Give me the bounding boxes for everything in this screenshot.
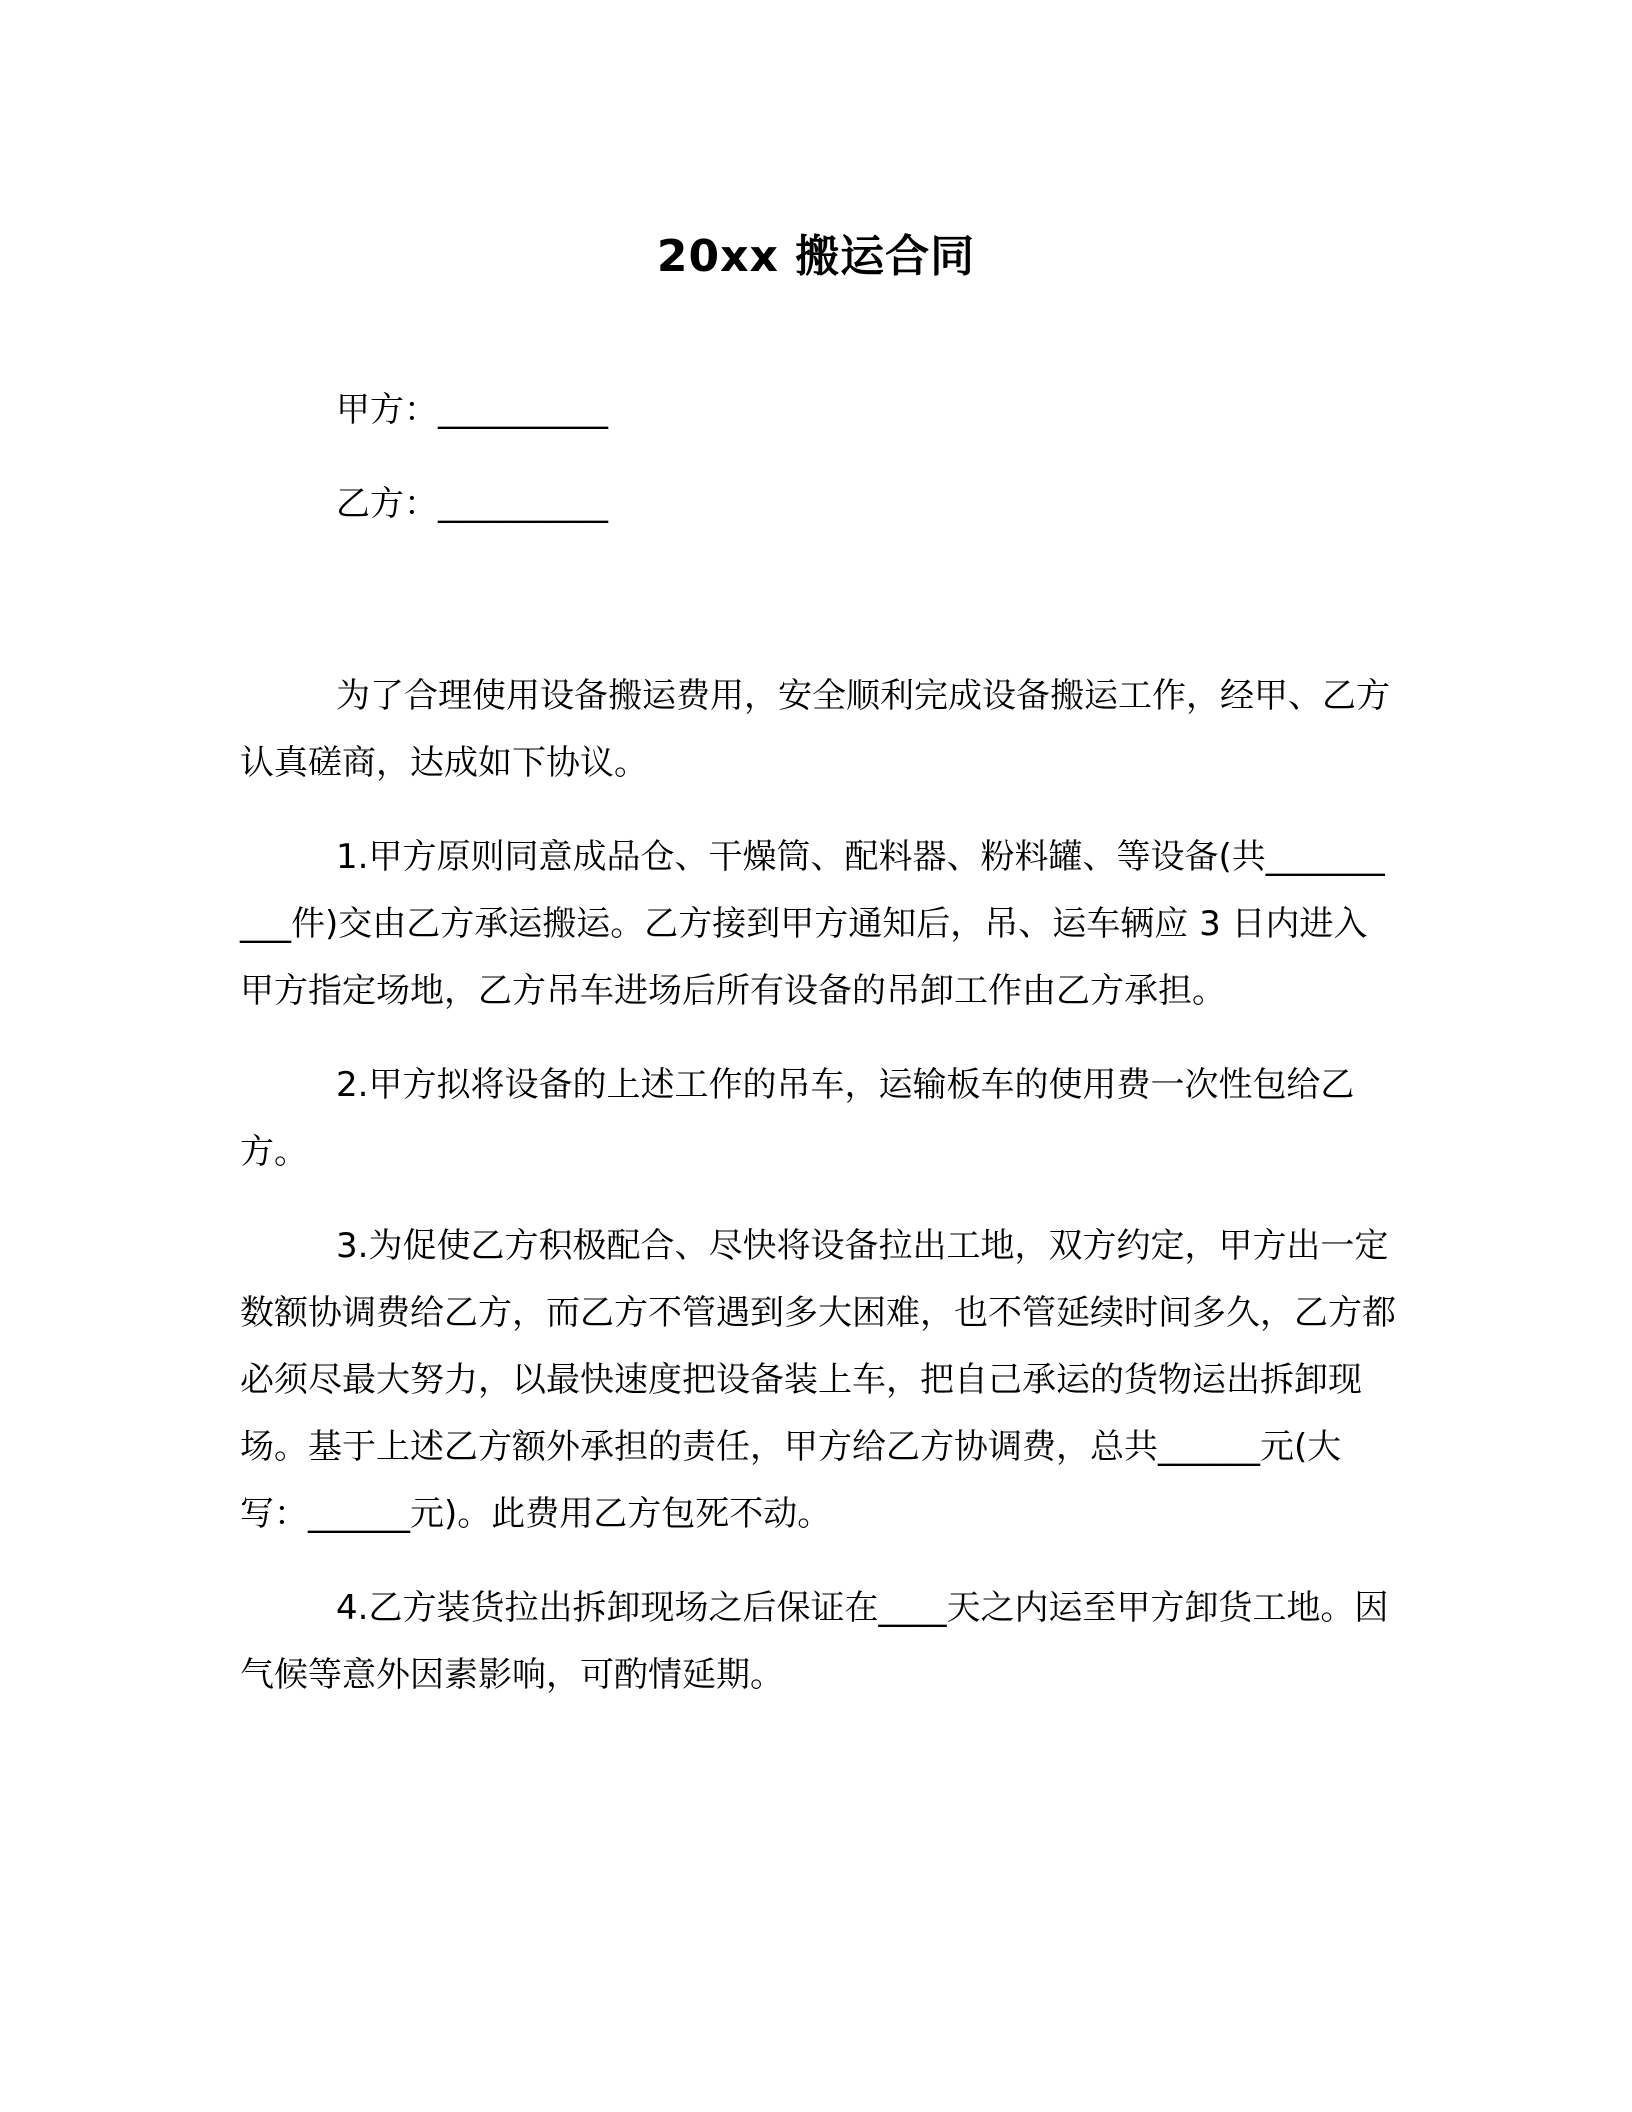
clause-3-paragraph: 3.为促使乙方积极配合、尽快将设备拉出工地，双方约定，甲方出一定数额协调费给乙方，而乙方不管遇到多大困难，也不管延续时间多久，乙方都必须尽最大努力，以最快速度把设备装上车，把自己承运的货物运出拆卸现场。基于上述乙方额外承担的责任，甲方给乙方协调费，总共______元(大写：______元)。此费用乙方包死不动。 xyxy=(240,1226,1396,1534)
intro-paragraph: 为了合理使用设备搬运费用，安全顺利完成设备搬运工作，经甲、乙方认真磋商，达成如下协议。 xyxy=(240,676,1390,783)
party-a-line: 甲方：__________ xyxy=(336,390,608,430)
document-title: 20xx 搬运合同 xyxy=(656,231,976,282)
contract-body xyxy=(240,663,1400,1736)
clause-4-paragraph: 4.乙方装货拉出拆卸现场之后保证在____天之内运至甲方卸货工地。因气候等意外因素影响，可酌情延期。 xyxy=(240,1588,1389,1695)
clause-2-paragraph: 2.甲方拟将设备的上述工作的吊车，运输板车的使用费一次性包给乙方。 xyxy=(240,1065,1355,1172)
clause-1-paragraph: 1.甲方原则同意成品仓、干燥筒、配料器、粉料罐、等设备(共__________件)交由乙方承运搬运。乙方接到甲方通知后，吊、运车辆应 3 日内进入甲方指定场地，乙方吊车进场后所有设备的吊卸工作由乙方承担。 xyxy=(240,837,1385,1011)
party-b-line: 乙方：__________ xyxy=(336,484,608,524)
